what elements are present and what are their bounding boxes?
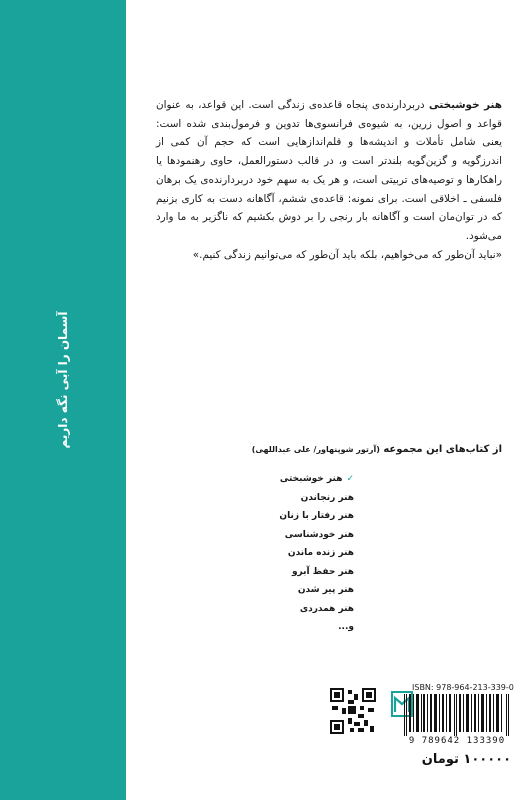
spine-title: آسمان را آبی نگه داریم xyxy=(56,311,70,449)
series-item: و... xyxy=(338,622,354,632)
spine xyxy=(0,0,126,800)
barcode-digits: 9 789642 133390 xyxy=(408,736,506,746)
isbn-label: ISBN: 978-964-213-339-0 xyxy=(412,683,514,692)
series-item: هنر حفظ آبرو xyxy=(291,566,354,577)
series-item: هنر رفتار با زنان xyxy=(279,511,354,521)
series-item: هنر پیر شدن xyxy=(297,585,354,595)
qr-code-icon xyxy=(330,688,376,734)
price: ۱۰۰۰۰۰ تومان xyxy=(421,752,511,767)
blurb-lead: هنر خوشبختی xyxy=(428,99,502,111)
back-cover-blurb xyxy=(156,96,502,264)
series-heading xyxy=(240,444,502,455)
series-item: هنر رنجاندن xyxy=(300,492,354,503)
series-item: هنر زنده ماندن xyxy=(287,548,354,558)
check-icon: ✓ xyxy=(346,474,354,484)
series-book-list xyxy=(250,470,354,637)
blurb-quote: «نباید آن‌طور که می‌خواهیم، بلکه باید آن‌طور که می‌توانیم زندگی کنیم.» xyxy=(192,248,502,261)
series-author: (آرتور شوپنهاور/ علی عبداللهی) xyxy=(251,445,380,454)
series-item: هنر خودشناسی xyxy=(284,529,354,540)
series-item: ✓هنر خوشبختی xyxy=(279,474,354,484)
barcode-icon xyxy=(402,694,512,736)
series-item: هنر همدردی xyxy=(299,603,354,614)
blurb-body: دربردارنده‌ی پنجاه قاعده‌ی زندگی است. این قواعد، به عنوان قواعد و اصول زرین، به شیوه‌ی فرانسوی‌ها تدوین و فرمول‌بندی شده است: یعنی شامل تأملات و اندیشه‌ها و قلم‌اندازهایی است که حجم آن کمی از اندرزگویه و گزین‌گویه بلندتر است و، در قالب دستورالعمل، حاوی رهنمودها یا راهکارها و توصیه‌های تربیتی است، و هر یک به سهم خود دربردارنده‌ی یک برهان فلسفی ـ اخلاقی است. برای نمونه: قاعده‌ی ششم، آگاهانه دست به کاری بزنیم که در توان‌مان است و آگاهانه بار رنجی را بر دوش بکشیم که ناگزیر به ما وارد می‌شود. xyxy=(156,99,502,242)
series-heading-text: از کتاب‌های این مجموعه xyxy=(383,444,502,455)
